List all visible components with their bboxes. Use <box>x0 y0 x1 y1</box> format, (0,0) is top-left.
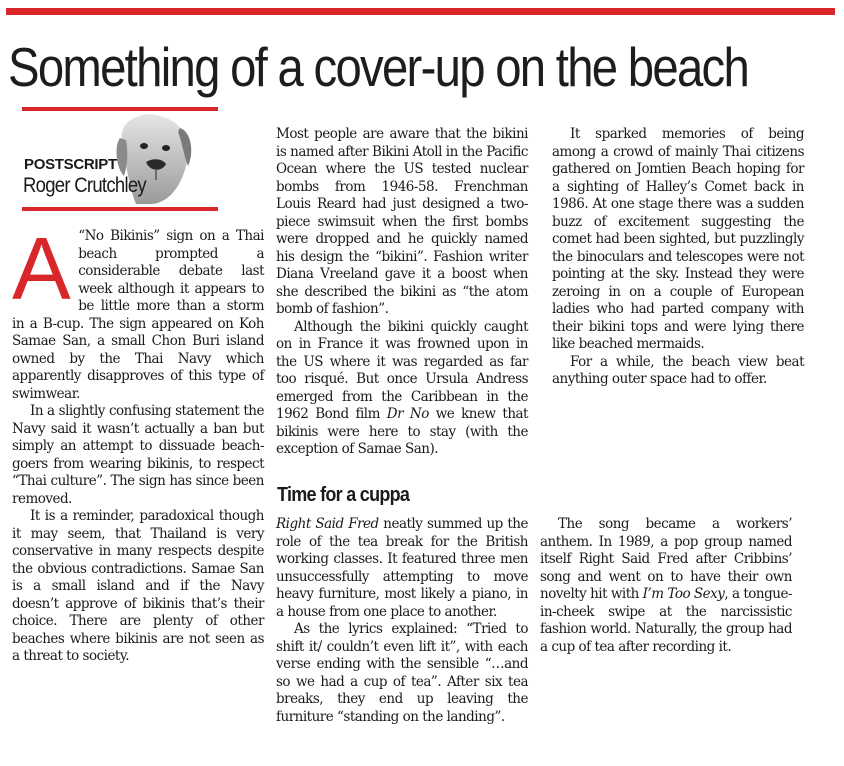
cuppa-column-1 <box>276 516 528 726</box>
song-title: Right Said Fred <box>276 516 379 532</box>
drop-cap: A <box>12 219 71 318</box>
song-title: I’m Too Sexy <box>642 586 725 602</box>
paragraph: The song became a workers’ anthem. In 1989, a pop group named itself Right Said Fred after Cribbins’ song and went on to have their own novelty hit with I’m Too Sexy, a tongue-in-cheek swipe at the narcissistic fashion world. Naturally, the group had a cup of tea after recording it. <box>540 516 792 655</box>
article-column-3 <box>552 126 804 389</box>
paragraph: As the lyrics explained: “Tried to shift it/ couldn’t even lift it”, with each verse ending with the sensible “…and so we had a cup of tea”. After six tea breaks, they end up leaving the furniture “standing on the landing”. <box>276 621 528 725</box>
cuppa-column-2 <box>540 516 792 656</box>
top-accent-bar <box>6 8 835 15</box>
paragraph: It sparked memories of being among a crowd of mainly Thai citizens gathered on Jomtien Beach hoping for a sighting of Halley’s Comet back in 1986. At one stage there was a sudden buzz of excitement suggesting the comet had been sighted, but puzzlingly the binoculars and telescopes were not pointing at the sky. Instead they were zeroing in on a couple of European ladies who had parted company with their bikini tops and were lying there like beached mermaids. <box>552 126 804 352</box>
column-rule-bottom <box>22 207 218 211</box>
author-byline: Roger Crutchley <box>23 174 146 197</box>
section-subhead: Time for a cuppa <box>277 484 410 506</box>
paragraph: “No Bikinis” sign on a Thai beach prompted a considerable debate last week although it appears to be little more than a storm in a B-cup. The sign appeared on Koh Samae San, a small Chon Buri island owned by the Thai Navy which apparently disapproves of this type of swimwear. <box>12 228 264 402</box>
headline: Something of a cover-up on the beach <box>8 36 749 98</box>
article-column-2 <box>276 126 528 459</box>
paragraph: Right Said Fred neatly summed up the role of the tea break for the British working classes. It featured three men unsuccessfully attempting to move heavy furniture, most likely a piano, in a house from one place to another. <box>276 516 528 620</box>
paragraph: For a while, the beach view beat anything outer space had to offer. <box>552 353 804 387</box>
film-title: Dr No <box>386 406 429 422</box>
paragraph: Most people are aware that the bikini is named after Bikini Atoll in the Pacific Ocean where the US tested nuclear bombs from 1946-58. Frenchman Louis Reard had just designed a two-piece swimsuit when the first bombs were dropped and he quickly named his design the “bikini”. Fashion writer Diana Vreeland gave it a boost when she described the bikini as “the atom bomb of fashion”. <box>276 126 528 317</box>
column-kicker: POSTSCRIPT <box>24 156 117 173</box>
paragraph: Although the bikini quickly caught on in France it was frowned upon in the US where it was regarded as far too risqué. But once Ursula Andress emerged from the Caribbean in the 1962 Bond film Dr No we knew that bikinis were here to stay (with the exception of Samae San). <box>276 318 528 457</box>
paragraph: In a slightly confusing statement the Navy said it wasn’t actually a ban but simply an attempt to dissuade beach-goers from wearing bikinis, to respect “Thai culture”. The sign has since been removed. <box>12 403 264 507</box>
paragraph: It is a reminder, paradoxical though it may seem, that Thailand is very conservative in many respects despite the obvious contradictions. Samae San is a small island and if the Navy doesn’t approve of bikinis that’s their choice. There are plenty of other beaches where bikinis are not seen as a threat to society. <box>12 508 264 664</box>
article-column-1 <box>12 219 264 666</box>
